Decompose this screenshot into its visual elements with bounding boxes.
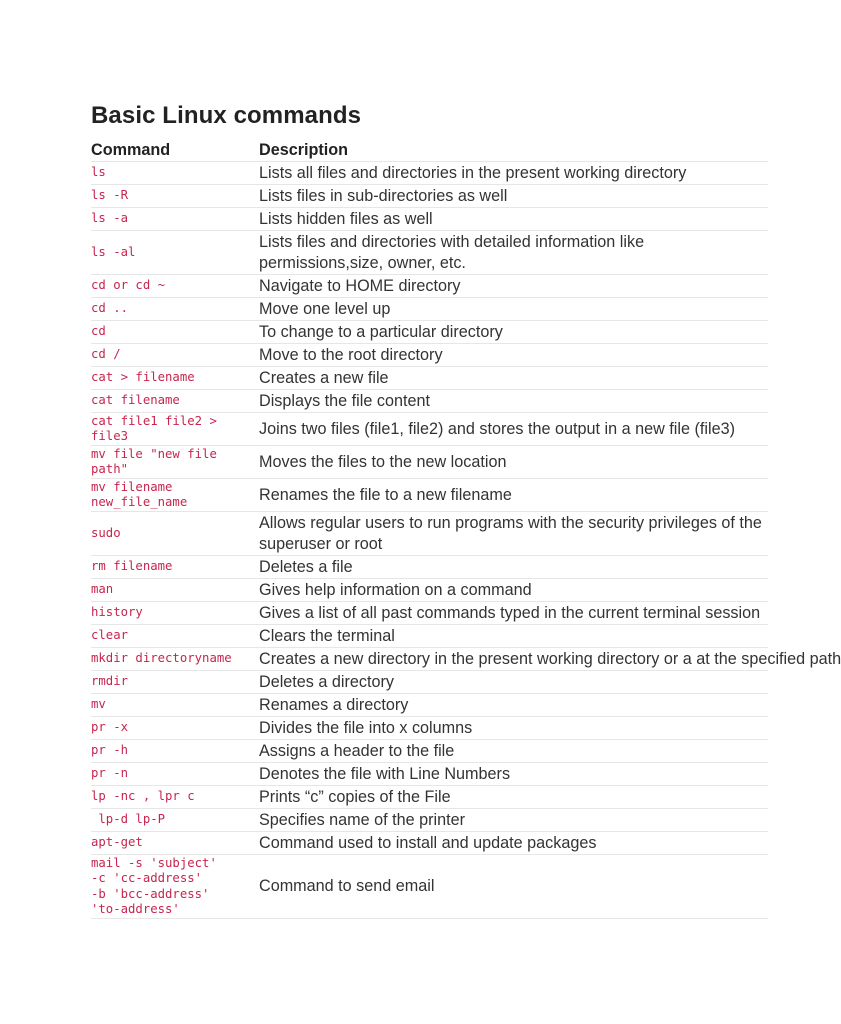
table-row <box>91 446 768 479</box>
table-row <box>91 275 768 298</box>
table-row <box>91 717 768 740</box>
command-cell: ls <box>91 165 106 180</box>
description-cell: Prints “c” copies of the File <box>259 787 451 806</box>
table-row <box>91 855 768 919</box>
description-cell: Lists files and directories with detailed information like permissions,size, owner, etc. <box>259 232 645 272</box>
table-body <box>91 162 841 919</box>
description-cell: Moves the files to the new location <box>259 452 507 471</box>
command-cell: rm filename <box>91 559 173 574</box>
table-row <box>91 556 768 579</box>
table-row <box>91 832 768 855</box>
commands-table <box>91 139 841 919</box>
command-cell: mv filename new_file_name <box>91 479 188 509</box>
command-cell: mail -s 'subject' -c 'cc-address' -b 'bcc-address' 'to-address' <box>91 855 217 916</box>
command-cell: cd <box>91 324 106 339</box>
command-cell: cat > filename <box>91 370 195 385</box>
table-row <box>91 809 768 832</box>
description-cell: Navigate to HOME directory <box>259 276 461 295</box>
description-cell: Deletes a directory <box>259 672 394 691</box>
description-cell: Displays the file content <box>259 391 430 410</box>
description-cell: Denotes the file with Line Numbers <box>259 764 511 783</box>
description-cell: Assigns a header to the file <box>259 741 455 760</box>
table-row <box>91 786 768 809</box>
description-cell: Move one level up <box>259 299 391 318</box>
table-row <box>91 390 768 413</box>
description-cell: Clears the terminal <box>259 626 395 645</box>
table-row <box>91 579 768 602</box>
table-row <box>91 740 768 763</box>
table-row <box>91 413 768 446</box>
command-cell: apt-get <box>91 835 143 850</box>
table-row <box>91 298 768 321</box>
description-cell: Move to the root directory <box>259 345 443 364</box>
command-cell: pr -h <box>91 743 129 758</box>
description-cell: Joins two files (file1, file2) and stores the output in a new file (file3) <box>259 419 735 438</box>
description-cell: Lists hidden files as well <box>259 209 433 228</box>
command-cell: mkdir directoryname <box>91 651 232 666</box>
table-row <box>91 671 768 694</box>
description-cell: Creates a new file <box>259 368 389 387</box>
table-row <box>91 648 841 671</box>
table-row <box>91 162 768 185</box>
command-cell: ls -a <box>91 211 129 226</box>
command-cell: lp-d lp-P <box>91 812 166 827</box>
description-cell: Renames the file to a new filename <box>259 485 512 504</box>
table-row <box>91 344 768 367</box>
command-cell: cat file1 file2 > file3 <box>91 413 217 443</box>
table-row <box>91 185 768 208</box>
description-cell: Gives a list of all past commands typed in the current terminal session <box>259 603 761 622</box>
command-cell: clear <box>91 628 129 643</box>
command-cell: man <box>91 582 114 597</box>
command-cell: history <box>91 605 143 620</box>
description-cell: Specifies name of the printer <box>259 810 466 829</box>
description-cell: Creates a new directory in the present working directory or a at the specified path <box>259 649 841 668</box>
command-cell: ls -R <box>91 188 129 203</box>
table-row <box>91 367 768 390</box>
command-cell: sudo <box>91 525 121 540</box>
description-cell: Deletes a file <box>259 557 353 576</box>
command-cell: cd or cd ~ <box>91 278 166 293</box>
page-title: Basic Linux commands <box>91 102 362 129</box>
description-cell: Lists files in sub-directories as well <box>259 186 508 205</box>
command-cell: mv <box>91 697 106 712</box>
command-cell: pr -n <box>91 766 129 781</box>
table-row <box>91 321 768 344</box>
description-cell: Lists all files and directories in the present working directory <box>259 163 687 182</box>
table-header-row <box>91 139 768 162</box>
command-cell: ls -al <box>91 244 136 259</box>
table-row <box>91 694 768 717</box>
command-cell: mv file "new file path" <box>91 446 217 476</box>
description-cell: Command used to install and update packages <box>259 833 597 852</box>
command-cell: rmdir <box>91 674 129 689</box>
command-cell: cd / <box>91 347 121 362</box>
description-cell: Allows regular users to run programs with the security privileges of the superuser or root <box>259 513 762 553</box>
command-cell: cd .. <box>91 301 129 316</box>
command-cell: pr -x <box>91 720 129 735</box>
description-cell: Divides the file into x columns <box>259 718 473 737</box>
description-cell: Renames a directory <box>259 695 409 714</box>
table-row <box>91 208 768 231</box>
table-row <box>91 479 768 512</box>
description-cell: Command to send email <box>259 877 435 895</box>
command-cell: cat filename <box>91 393 180 408</box>
table-row <box>91 625 768 648</box>
description-cell: To change to a particular directory <box>259 322 503 341</box>
table-row <box>91 602 768 625</box>
command-cell: lp -nc , lpr c <box>91 789 195 804</box>
table-row <box>91 763 768 786</box>
description-cell: Gives help information on a command <box>259 580 532 599</box>
table-row <box>91 512 768 556</box>
command-column-header: Command <box>91 140 171 159</box>
table-row <box>91 231 768 275</box>
description-column-header: Description <box>259 140 349 159</box>
